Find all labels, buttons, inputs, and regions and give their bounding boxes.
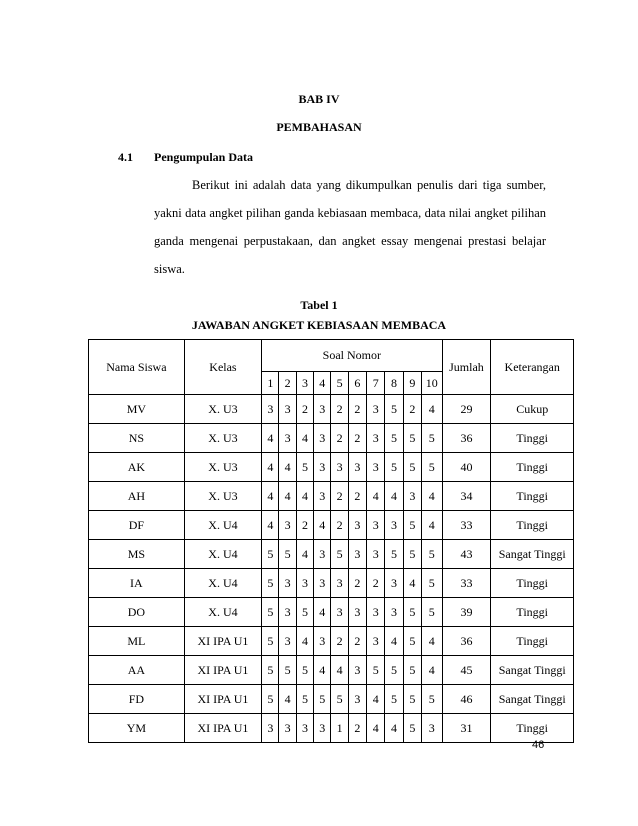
table-row <box>89 395 574 424</box>
header-kelas: Kelas <box>184 340 261 395</box>
paragraph-line: Berikut ini adalah data yang dikumpulkan penulis dari tiga sumber, <box>192 178 546 192</box>
class-cell: X. U4 <box>184 511 261 540</box>
score-cell: 4 <box>367 482 385 511</box>
score-cell: 3 <box>314 453 331 482</box>
score-cell: 3 <box>348 685 366 714</box>
class-cell: X. U3 <box>184 424 261 453</box>
student-name-cell: MV <box>89 395 185 424</box>
score-cell: 5 <box>262 656 279 685</box>
score-cell: 4 <box>262 453 279 482</box>
score-cell: 3 <box>279 511 296 540</box>
paragraph-line: siswa. <box>154 262 185 276</box>
table-row <box>89 424 574 453</box>
score-cell: 4 <box>262 424 279 453</box>
score-cell: 3 <box>367 627 385 656</box>
score-cell: 3 <box>348 511 366 540</box>
score-cell: 5 <box>403 685 421 714</box>
table-row <box>89 714 574 743</box>
paragraph-line: yakni data angket pilihan ganda kebiasaan membaca, data nilai angket pilihan <box>154 206 546 220</box>
total-cell: 39 <box>442 598 491 627</box>
score-cell: 5 <box>385 656 403 685</box>
page-number: 46 <box>532 739 545 751</box>
paragraph-line: ganda mengenai perpustakaan, dan angket essay mengenai prestasi belajar <box>154 234 546 248</box>
score-cell: 3 <box>314 714 331 743</box>
score-cell: 5 <box>385 540 403 569</box>
question-number-header: 1 <box>262 372 279 395</box>
reading-habits-table <box>88 339 574 743</box>
score-cell: 5 <box>403 424 421 453</box>
score-cell: 5 <box>385 395 403 424</box>
score-cell: 3 <box>367 424 385 453</box>
score-cell: 3 <box>385 598 403 627</box>
header-nama-siswa: Nama Siswa <box>89 340 185 395</box>
score-cell: 3 <box>262 395 279 424</box>
total-cell: 31 <box>442 714 491 743</box>
class-cell: X. U4 <box>184 569 261 598</box>
total-cell: 40 <box>442 453 491 482</box>
score-cell: 3 <box>314 424 331 453</box>
score-cell: 2 <box>331 627 348 656</box>
question-number-header: 4 <box>314 372 331 395</box>
score-cell: 5 <box>296 685 313 714</box>
score-cell: 5 <box>331 540 348 569</box>
score-cell: 3 <box>348 656 366 685</box>
total-cell: 43 <box>442 540 491 569</box>
note-cell: Cukup <box>491 395 574 424</box>
score-cell: 2 <box>296 395 313 424</box>
class-cell: X. U3 <box>184 453 261 482</box>
score-cell: 3 <box>279 569 296 598</box>
score-cell: 4 <box>279 685 296 714</box>
score-cell: 3 <box>296 569 313 598</box>
student-name-cell: FD <box>89 685 185 714</box>
score-cell: 2 <box>367 569 385 598</box>
note-cell: Tinggi <box>491 569 574 598</box>
score-cell: 5 <box>262 598 279 627</box>
score-cell: 4 <box>367 714 385 743</box>
score-cell: 4 <box>422 511 443 540</box>
score-cell: 3 <box>262 714 279 743</box>
score-cell: 5 <box>403 453 421 482</box>
total-cell: 36 <box>442 627 491 656</box>
score-cell: 5 <box>422 569 443 598</box>
score-cell: 3 <box>331 453 348 482</box>
score-cell: 2 <box>331 395 348 424</box>
score-cell: 4 <box>367 685 385 714</box>
score-cell: 3 <box>348 598 366 627</box>
question-number-header: 7 <box>367 372 385 395</box>
class-cell: X. U4 <box>184 598 261 627</box>
score-cell: 3 <box>367 453 385 482</box>
score-cell: 4 <box>314 511 331 540</box>
score-cell: 5 <box>422 598 443 627</box>
note-cell: Sangat Tinggi <box>491 685 574 714</box>
score-cell: 3 <box>279 598 296 627</box>
score-cell: 3 <box>348 453 366 482</box>
score-cell: 2 <box>331 482 348 511</box>
score-cell: 4 <box>422 482 443 511</box>
score-cell: 5 <box>279 540 296 569</box>
score-cell: 2 <box>403 395 421 424</box>
note-cell: Tinggi <box>491 627 574 656</box>
score-cell: 5 <box>385 685 403 714</box>
student-name-cell: DO <box>89 598 185 627</box>
score-cell: 5 <box>367 656 385 685</box>
chapter-heading: BAB IV <box>298 92 340 106</box>
class-cell: X. U4 <box>184 540 261 569</box>
score-cell: 5 <box>422 424 443 453</box>
score-cell: 4 <box>331 656 348 685</box>
table-row <box>89 453 574 482</box>
header-keterangan: Keterangan <box>491 340 574 395</box>
score-cell: 3 <box>279 714 296 743</box>
score-cell: 3 <box>314 395 331 424</box>
note-cell: Sangat Tinggi <box>491 656 574 685</box>
score-cell: 3 <box>279 424 296 453</box>
note-cell: Sangat Tinggi <box>491 540 574 569</box>
score-cell: 5 <box>403 627 421 656</box>
score-cell: 4 <box>262 482 279 511</box>
score-cell: 5 <box>403 656 421 685</box>
score-cell: 4 <box>314 656 331 685</box>
score-cell: 5 <box>296 598 313 627</box>
score-cell: 5 <box>385 453 403 482</box>
score-cell: 5 <box>403 540 421 569</box>
score-cell: 5 <box>262 540 279 569</box>
total-cell: 34 <box>442 482 491 511</box>
header-jumlah: Jumlah <box>442 340 491 395</box>
score-cell: 3 <box>403 482 421 511</box>
question-number-header: 8 <box>385 372 403 395</box>
note-cell: Tinggi <box>491 511 574 540</box>
score-cell: 4 <box>403 569 421 598</box>
table-row <box>89 540 574 569</box>
note-cell: Tinggi <box>491 598 574 627</box>
table-row <box>89 627 574 656</box>
total-cell: 46 <box>442 685 491 714</box>
score-cell: 2 <box>296 511 313 540</box>
student-name-cell: YM <box>89 714 185 743</box>
class-cell: X. U3 <box>184 395 261 424</box>
student-name-cell: ML <box>89 627 185 656</box>
score-cell: 5 <box>403 714 421 743</box>
header-soal-nomor: Soal Nomor <box>262 340 442 372</box>
student-name-cell: NS <box>89 424 185 453</box>
class-cell: XI IPA U1 <box>184 627 261 656</box>
score-cell: 5 <box>422 540 443 569</box>
score-cell: 4 <box>385 714 403 743</box>
score-cell: 4 <box>422 627 443 656</box>
table-title: JAWABAN ANGKET KEBIASAAN MEMBACA <box>191 318 447 332</box>
score-cell: 5 <box>403 511 421 540</box>
score-cell: 3 <box>314 482 331 511</box>
score-cell: 2 <box>348 424 366 453</box>
section-title: Pengumpulan Data <box>154 150 254 164</box>
score-cell: 3 <box>314 540 331 569</box>
score-cell: 5 <box>422 685 443 714</box>
score-cell: 3 <box>314 627 331 656</box>
question-number-header: 2 <box>279 372 296 395</box>
score-cell: 4 <box>385 627 403 656</box>
table-row <box>89 598 574 627</box>
score-cell: 4 <box>314 598 331 627</box>
section-number: 4.1 <box>118 150 133 164</box>
question-number-header: 10 <box>422 372 443 395</box>
score-cell: 3 <box>367 395 385 424</box>
score-cell: 3 <box>331 598 348 627</box>
student-name-cell: DF <box>89 511 185 540</box>
score-cell: 3 <box>279 627 296 656</box>
total-cell: 29 <box>442 395 491 424</box>
score-cell: 1 <box>331 714 348 743</box>
score-cell: 3 <box>367 511 385 540</box>
total-cell: 33 <box>442 511 491 540</box>
score-cell: 2 <box>348 627 366 656</box>
note-cell: Tinggi <box>491 714 574 743</box>
score-cell: 4 <box>385 482 403 511</box>
score-cell: 2 <box>348 482 366 511</box>
score-cell: 2 <box>331 511 348 540</box>
note-cell: Tinggi <box>491 424 574 453</box>
table-row <box>89 482 574 511</box>
score-cell: 3 <box>331 569 348 598</box>
total-cell: 33 <box>442 569 491 598</box>
student-name-cell: MS <box>89 540 185 569</box>
table-row <box>89 656 574 685</box>
question-number-header: 3 <box>296 372 313 395</box>
note-cell: Tinggi <box>491 482 574 511</box>
score-cell: 2 <box>348 569 366 598</box>
score-cell: 3 <box>422 714 443 743</box>
score-cell: 4 <box>296 482 313 511</box>
score-cell: 5 <box>403 598 421 627</box>
score-cell: 4 <box>279 453 296 482</box>
score-cell: 3 <box>385 511 403 540</box>
class-cell: XI IPA U1 <box>184 656 261 685</box>
score-cell: 5 <box>262 627 279 656</box>
student-name-cell: AK <box>89 453 185 482</box>
score-cell: 3 <box>367 540 385 569</box>
score-cell: 5 <box>385 424 403 453</box>
score-cell: 5 <box>422 453 443 482</box>
score-cell: 5 <box>296 656 313 685</box>
question-number-header: 9 <box>403 372 421 395</box>
score-cell: 4 <box>422 656 443 685</box>
score-cell: 4 <box>296 540 313 569</box>
table-caption: Tabel 1 <box>300 298 338 312</box>
note-cell: Tinggi <box>491 453 574 482</box>
score-cell: 5 <box>331 685 348 714</box>
score-cell: 4 <box>296 424 313 453</box>
table-row <box>89 511 574 540</box>
score-cell: 5 <box>279 656 296 685</box>
score-cell: 3 <box>279 395 296 424</box>
student-name-cell: AA <box>89 656 185 685</box>
score-cell: 5 <box>262 685 279 714</box>
score-cell: 3 <box>367 598 385 627</box>
score-cell: 5 <box>314 685 331 714</box>
chapter-title: PEMBAHASAN <box>276 120 362 134</box>
score-cell: 4 <box>422 395 443 424</box>
question-number-header: 6 <box>348 372 366 395</box>
class-cell: XI IPA U1 <box>184 714 261 743</box>
score-cell: 5 <box>262 569 279 598</box>
question-number-header: 5 <box>331 372 348 395</box>
table-row <box>89 685 574 714</box>
total-cell: 36 <box>442 424 491 453</box>
class-cell: X. U3 <box>184 482 261 511</box>
score-cell: 3 <box>348 540 366 569</box>
score-cell: 2 <box>348 395 366 424</box>
student-name-cell: AH <box>89 482 185 511</box>
score-cell: 3 <box>385 569 403 598</box>
score-cell: 2 <box>331 424 348 453</box>
score-cell: 3 <box>296 714 313 743</box>
class-cell: XI IPA U1 <box>184 685 261 714</box>
table-row <box>89 569 574 598</box>
score-cell: 5 <box>296 453 313 482</box>
score-cell: 3 <box>314 569 331 598</box>
total-cell: 45 <box>442 656 491 685</box>
score-cell: 4 <box>296 627 313 656</box>
score-cell: 4 <box>262 511 279 540</box>
score-cell: 2 <box>348 714 366 743</box>
student-name-cell: IA <box>89 569 185 598</box>
score-cell: 4 <box>279 482 296 511</box>
